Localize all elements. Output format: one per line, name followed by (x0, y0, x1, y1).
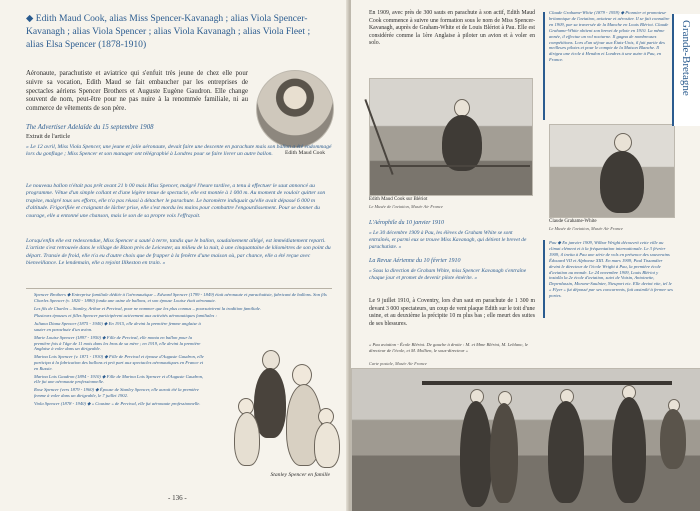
left-page (0, 0, 349, 511)
portrait-edith-cook (256, 70, 334, 148)
paragraph-1909: En 1909, avec près de 300 sauts en parachute à son actif, Edith Maud Cook commence à suivre une formation sous le nom de Miss Spencer-Kavanagh, auprès de Graham-White et de Louis Blériot à Pau. Elle est considérée comme la 1ère Anglaise à piloter un avion et à voler en solo. (369, 10, 535, 47)
quote-paragraph-1: « Le 12 avril, Miss Viola Spencer, une jeune et jolie aéronaute, devait faire une descente en parachute mais son ballon a été endommagé lors du gonflage ; Miss Spencer et son manager ont télégraphié à Londres pour se faire livrer un autre ballon. (26, 144, 332, 158)
family-illustration (232, 344, 344, 470)
section-heading: ◆ Edith Maud Cook, alias Miss Spencer-Kavanagh ; alias Viola Spencer-Kavanagh ; alias Viola Spencer ; alias Viola Kavanagh ; alias Viola Fleet ; alias Elsa Spencer (1878-1910) (26, 13, 311, 50)
portrait-grahame-white (549, 124, 675, 218)
page-number: - 136 - (168, 494, 187, 502)
portrait2-caption: Claude Grahame-White (549, 219, 597, 224)
chapter-tab (672, 14, 700, 126)
genealogy-entry: Spencer Brothers ◆ Entreprise familiale dédiée à l'aéronautique – Edward Spencer (1799 - 1849) était aéronaute et parachutiste, fabricant de ballons. Son fils Charles Spencer (v. 1820 - 1880) fonda une usine de ballons, et son épouse Louise était aéronaute. (34, 292, 327, 303)
genealogy-entry: Marina Lois Gaudron (1894 - 1910) ◆ Fille de Marina Lois Spencer et d'Auguste Gaudron, elle fut une aéronaute professionnelle. (34, 373, 204, 385)
genealogy-entry: Juliana Diana Spencer (1875 - 1940) ◆ En 1915, elle devint la première femme anglaise à sauter en parachute d'un avion. (34, 321, 201, 332)
quote-paragraph-3: Lorsqu'enfin elle est redescendue, Miss Spencer a sauté à terre, tandis que le ballon, soudainement allégé, est immédiatement reparti. L'artiste s'est retrouvée dans le village de Bizon près de Leicester, au milieu de la nuit, à une cinquantaine de kilomètres de son point du départ. Transie de froid, elle n'a eu d'autre choix que de frapper à la fenêtre d'une maison où, par chance, elle a été reçue avec bienveillance. Le lendemain, elle a rejoint Illkeston en train. » (26, 238, 331, 267)
grahame-white-bio: Claude Grahame-White (1879 - 1959) ◆ Pionnier et promoteur britannique de l'aviation, aviateur et aérostier. Il se fait connaître en 1909, par sa traversée de la Manche en Louis Blériot. Claude Grahame-White obtient son brevet de pilote en 1910. La même année, il effectue un vol nocturne. Il gagna de nombreuses compétitions. Lors d'un séjour aux États-Unis, il fait partie des meilleurs pilotes et pour le compte de la Maison Blanche. Il dirigea une école à Hendon et Londres à une autre à Pau, en France. (549, 10, 670, 63)
pau-note: Pau ◆ En janvier 1909, Wilbur Wright découvrit cette ville au climat clément et à la fréquentation internationale. Le 3 février 1909, il invita à Pau une série de vols en présence des souverains Édouard VII et Alphonse XIII. En mars 1909, Paul Tissandier devint le directeur de l'école Wright à Pau, la première école d'aviation au monde. Le 24 novembre 1909, Louis Blériot y installa la 2e école d'aviation, suivi de Voisin, Antoinette, Deperdussin, Morane-Saulnier, Nieuport etc. Elle devint vite, tel le « Flyer » fut dépassé par ses concurrents, fait assimilé à fermer ses portes. (549, 240, 673, 299)
revue-quote: « Sous la direction de Graham White, miss Spencer Kavanagh s'entraîne chaque jour et promet de devenir pilote émérite. » (369, 268, 527, 281)
sidebar-rule (543, 240, 545, 318)
genealogy-entry: Plusieurs épouses et filles Spencer participèrent activement aux activités aéronautiques familiales : (34, 313, 217, 319)
revue-title: La Revue Aérienne du 10 février 1910 (369, 258, 461, 264)
portrait2-source: Le Musée de l'aviation, Musée Air France (549, 226, 623, 231)
aerophile-quote: « Le 30 décembre 1909 à Pau, les élèves de Graham White se sont entraînés, et parmi eux se trouve Miss Kavanagh, qui détient le brevet de parachutiste. » (369, 230, 527, 250)
photo2-caption: « Pau aviation - École Blériot. De gauche à droite : M. et Mme Blériot, M. Leblanc, le directeur de l'école, et M. Mollien, le sous-directeur » (369, 342, 529, 353)
photo-pau-aviation (351, 368, 700, 511)
family-caption: Stanley Spencer en famille (270, 472, 330, 478)
aerophile-title: L'Aérophile du 10 janvier 1910 (369, 220, 445, 226)
right-page (351, 0, 700, 511)
source-subtitle: Extrait de l'article (26, 133, 71, 140)
genealogy-entry: Marie Louise Spencer (1897 - 1950) ◆ Fille de Percival, elle monta en ballon pour la première fois à l'âge de 11 mois dans les bras de sa mère ; en 1919, elle devint la première Anglaise à voler dans un dirigeable. (34, 334, 201, 352)
photo1-caption: Edith Maud Cook sur Blériot (369, 197, 428, 202)
genealogy-entry: Marina Lois Spencer (v. 1871 - 1930) ◆ Fille de Percival et épouse d'Auguste Gaudron, elle participa à la fabrication des ballons et prit part aux spectacles aéronautiques en France et en Russie. (34, 354, 204, 371)
intro-paragraph: Aéronaute, parachutiste et aviatrice qui s'enfuit très jeune de chez elle pour suivre sa vocation, Edith Maud se fait embaucher par les entreprises de spectacles aériens Spencer Brothers et Auguste Eugène Gaudron. Elle change souvent de nom, peut-être pour ne pas nuire à la renommée familiale, ni au commerce de vêtements de son père. (26, 70, 248, 113)
genealogy-entry: Les fils de Charles – Stanley, Arthur et Percival, pour ne nommer que les plus connus – poursuivirent la tradition familiale. (34, 305, 262, 311)
chapter-tab-label: Grande-Bretagne (680, 20, 692, 96)
source-title: The Advertiser Adelaïde du 15 septembre 1908 (26, 124, 154, 131)
quote-paragraph-2: Le nouveau ballon n'était pas prêt avant 21 h 00 mais Miss Spencer, malgré l'heure tardive, a tenu à effectuer le saut annoncé au programme. Vêtue d'un simple collant et d'une légère tenue de spectacle, elle est montée à 1 000 m. Au moment de vouloir quitter son trapèze, malgré tous ses efforts, elle n'a pas réussi à détacher le parachute. Le baromètre indiquait qu'elle avait dépassé 6 000 m d'altitude. Frigorifiée et craignant de lâcher prise, elle s'est mordu les mains pour combattre l'engourdissement. Pour se donner du courage, elle a entonné une chanson, mais le son de sa propre voix l'effrayait. (26, 183, 326, 219)
photo-edith-on-bleriot (369, 78, 533, 196)
genealogy-entry: Rose Spencer (vers 1879 - 1960) ◆ Épouse de Stanley Spencer, elle aurait été la première femme à voler dans un dirigeable, le 7 juillet 1902. (34, 387, 199, 398)
photo2-source: Carte postale, Musée Air France (369, 361, 427, 366)
portrait-caption: Edith Maud Cook (284, 150, 326, 156)
sidebar-rule (543, 12, 545, 120)
genealogy-entry: Viola Spencer (1878 - 1940) ◆ « Cousine » de Percival, elle fut aéronaute professionnelle. (34, 400, 201, 406)
photo1-source: Le Musée de l'aviation, Musée Air France (369, 204, 443, 209)
paragraph-death: Le 9 juillet 1910, à Coventry, lors d'un saut en parachute de 1 300 m devant 3 000 spectateurs, un coup de vent plaque Edith sur le toit d'une usine, et au deuxième la précipite 10 m plus bas ; elle meurt des suites de ses blessures. (369, 298, 535, 327)
divider (26, 288, 332, 289)
